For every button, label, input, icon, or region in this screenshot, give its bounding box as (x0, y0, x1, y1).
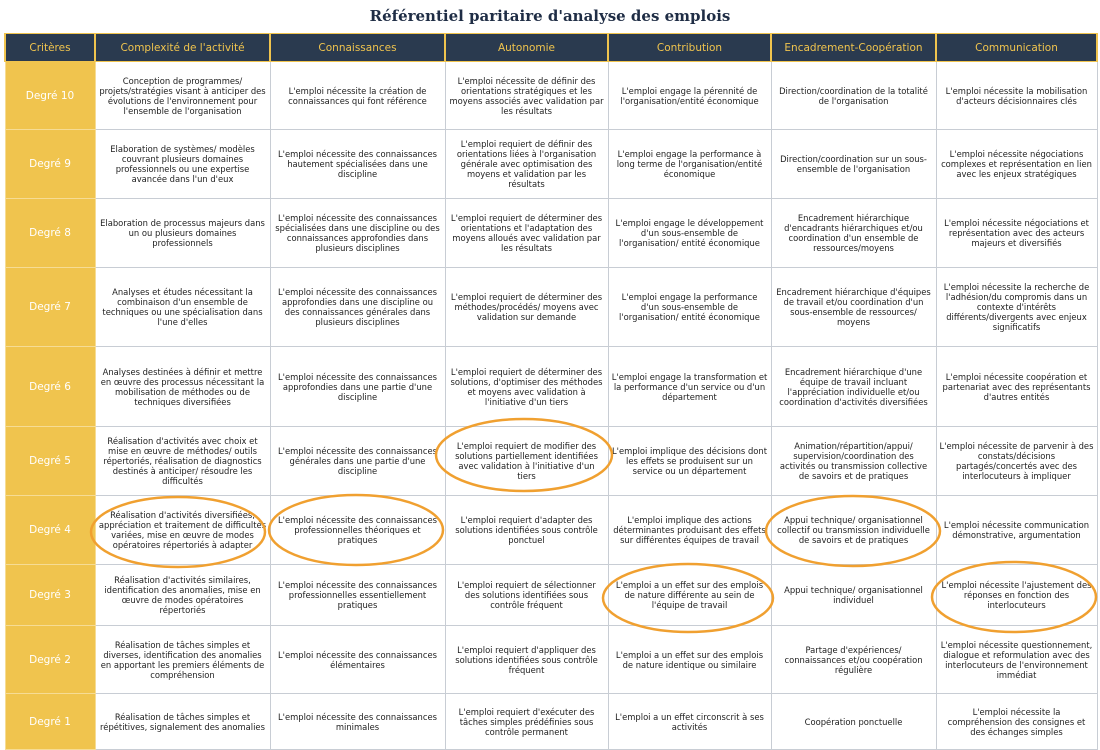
table-cell: L'emploi nécessite des connaissances élémentaires (270, 626, 445, 694)
table-cell: L'emploi a un effet sur des emplois de nature identique ou similaire (608, 626, 771, 694)
table-cell: Appui technique/ organisationnel collectif ou transmission individuelle de savoirs et de pratiques (771, 496, 936, 565)
degree-label: Degré 4 (5, 496, 95, 565)
header-row (5, 34, 1097, 62)
table-cell: L'emploi a un effet circonscrit à ses activités (608, 694, 771, 750)
table-cell: L'emploi engage la transformation et la performance d'un service ou d'un département (608, 347, 771, 427)
column-header-criteres: Critères (5, 34, 95, 62)
table-row (5, 130, 1097, 199)
table-cell: L'emploi nécessite questionnement, dialogue et reformulation avec des interlocuteurs de l'environnement immédiat (936, 626, 1097, 694)
table-cell: L'emploi nécessite communication démonstrative, argumentation (936, 496, 1097, 565)
table-cell: L'emploi requiert d'appliquer des solutions identifiées sous contrôle fréquent (445, 626, 608, 694)
table-cell: L'emploi implique des décisions dont les effets se produisent sur un service ou un département (608, 427, 771, 496)
table-cell: L'emploi nécessite des connaissances générales dans une partie d'une discipline (270, 427, 445, 496)
degree-label: Degré 1 (5, 694, 95, 750)
table-cell: L'emploi nécessite des connaissances spécialisées dans une discipline ou des connaissances approfondies dans plusieurs disciplines (270, 199, 445, 268)
table-cell: L'emploi nécessite négociations et représentation avec des acteurs majeurs et diversifiés (936, 199, 1097, 268)
table-cell: Réalisation de tâches simples et diverses, identification des anomalies en apportant les premiers éléments de compréhension (95, 626, 270, 694)
table-cell: L'emploi nécessite coopération et partenariat avec des représentants d'autres entités (936, 347, 1097, 427)
table-cell: Encadrement hiérarchique d'une équipe de travail incluant l'appréciation individuelle et/ou coordination d'activités diversifiées (771, 347, 936, 427)
table-row (5, 496, 1097, 565)
table-cell: L'emploi engage la performance d'un sous-ensemble de l'organisation/ entité économique (608, 268, 771, 347)
table-row (5, 199, 1097, 268)
table-cell: Encadrement hiérarchique d'équipes de travail et/ou coordination d'un sous-ensemble de ressources/ moyens (771, 268, 936, 347)
column-header-encadrement: Encadrement-Coopération (771, 34, 936, 62)
degree-label: Degré 7 (5, 268, 95, 347)
degree-label: Degré 10 (5, 62, 95, 130)
table-cell: L'emploi nécessite la recherche de l'adhésion/du compromis dans un contexte d'intérêts différents/divergents avec enjeux significatifs (936, 268, 1097, 347)
table-row (5, 626, 1097, 694)
table-cell: L'emploi nécessite l'ajustement des réponses en fonction des interlocuteurs (936, 565, 1097, 626)
table-cell: L'emploi a un effet sur des emplois de nature différente au sein de l'équipe de travail (608, 565, 771, 626)
table-cell: L'emploi requiert de déterminer des méthodes/procédés/ moyens avec validation sur demande (445, 268, 608, 347)
degree-label: Degré 8 (5, 199, 95, 268)
degree-label: Degré 3 (5, 565, 95, 626)
table-cell: L'emploi engage la performance à long terme de l'organisation/entité économique (608, 130, 771, 199)
column-header-complexite: Complexité de l'activité (95, 34, 270, 62)
table-cell: Elaboration de processus majeurs dans un ou plusieurs domaines professionnels (95, 199, 270, 268)
table-row (5, 268, 1097, 347)
table-cell: Direction/coordination sur un sous-ensemble de l'organisation (771, 130, 936, 199)
table-cell: L'emploi requiert d'exécuter des tâches simples prédéfinies sous contrôle permanent (445, 694, 608, 750)
table-cell: L'emploi nécessite négociations complexes et représentation en lien avec les enjeux stratégiques (936, 130, 1097, 199)
table-row (5, 565, 1097, 626)
job-analysis-table (4, 33, 1098, 750)
table-cell: L'emploi requiert de définir des orientations liées à l'organisation générale avec optimisation des moyens et validation par les résultats (445, 130, 608, 199)
page-title: Référentiel paritaire d'analyse des emplois (369, 7, 731, 25)
table-cell: L'emploi nécessite des connaissances approfondies dans une partie d'une discipline (270, 347, 445, 427)
table-cell: Réalisation de tâches simples et répétitives, signalement des anomalies (95, 694, 270, 750)
column-header-communication: Communication (936, 34, 1097, 62)
column-header-connaissances: Connaissances (270, 34, 445, 62)
degree-label: Degré 2 (5, 626, 95, 694)
table-cell: L'emploi requiert de sélectionner des solutions identifiées sous contrôle fréquent (445, 565, 608, 626)
degree-label: Degré 9 (5, 130, 95, 199)
table-cell: L'emploi nécessite des connaissances minimales (270, 694, 445, 750)
table-cell: L'emploi nécessite de parvenir à des constats/décisions partagés/concertés avec des interlocuteurs à impliquer (936, 427, 1097, 496)
table-row (5, 694, 1097, 750)
table-cell: Direction/coordination de la totalité de l'organisation (771, 62, 936, 130)
degree-label: Degré 5 (5, 427, 95, 496)
table-cell: L'emploi nécessite des connaissances professionnelles essentiellement pratiques (270, 565, 445, 626)
table-cell: Animation/répartition/appui/ supervision/coordination des activités ou transmission collective de savoirs et de pratiques (771, 427, 936, 496)
table-cell: L'emploi nécessite la compréhension des consignes et des échanges simples (936, 694, 1097, 750)
table-cell: Conception de programmes/ projets/stratégies visant à anticiper des évolutions de l'environnement pour l'ensemble de l'organisation (95, 62, 270, 130)
table-cell: L'emploi nécessite la mobilisation d'acteurs décisionnaires clés (936, 62, 1097, 130)
table-cell: L'emploi requiert de déterminer des solutions, d'optimiser des méthodes et moyens avec validation à l'initiative d'un tiers (445, 347, 608, 427)
table-cell: Analyses destinées à définir et mettre en œuvre des processus nécessitant la mobilisation de méthodes ou de techniques diversifiées (95, 347, 270, 427)
table-cell: L'emploi nécessite des connaissances professionnelles théoriques et pratiques (270, 496, 445, 565)
table-cell: L'emploi implique des actions déterminantes produisant des effets sur différentes équipes de travail (608, 496, 771, 565)
degree-label: Degré 6 (5, 347, 95, 427)
table-cell: Réalisation d'activités avec choix et mise en œuvre de méthodes/ outils répertoriés, réalisation de diagnostics destinés à anticiper/ résoudre les difficultés (95, 427, 270, 496)
table-cell: L'emploi engage le développement d'un sous-ensemble de l'organisation/ entité économique (608, 199, 771, 268)
table-cell: L'emploi requiert de modifier des solutions partiellement identifiées avec validation à l'initiative d'un tiers (445, 427, 608, 496)
table-row (5, 62, 1097, 130)
table-cell: Elaboration de systèmes/ modèles couvrant plusieurs domaines professionnels ou une expertise avancée dans l'un d'eux (95, 130, 270, 199)
table-cell: Réalisation d'activités similaires, identification des anomalies, mise en œuvre de modes opératoires répertoriés (95, 565, 270, 626)
table-cell: L'emploi nécessite la création de connaissances qui font référence (270, 62, 445, 130)
table-cell: Encadrement hiérarchique d'encadrants hiérarchiques et/ou coordination d'un ensemble de ressources/moyens (771, 199, 936, 268)
table-cell: Coopération ponctuelle (771, 694, 936, 750)
table-row (5, 347, 1097, 427)
table-cell: L'emploi nécessite des connaissances hautement spécialisées dans une discipline (270, 130, 445, 199)
table-row (5, 427, 1097, 496)
table-cell: Partage d'expériences/ connaissances et/ou coopération régulière (771, 626, 936, 694)
table-cell: L'emploi nécessite de définir des orientations stratégiques et les moyens associés avec validation par les résultats (445, 62, 608, 130)
column-header-autonomie: Autonomie (445, 34, 608, 62)
table-cell: L'emploi requiert d'adapter des solutions identifiées sous contrôle ponctuel (445, 496, 608, 565)
table-cell: Appui technique/ organisationnel individuel (771, 565, 936, 626)
column-header-contribution: Contribution (608, 34, 771, 62)
table-cell: L'emploi nécessite des connaissances approfondies dans une discipline ou des connaissances générales dans plusieurs disciplines (270, 268, 445, 347)
table-cell: L'emploi requiert de déterminer des orientations et l'adaptation des moyens alloués avec validation par les résultats (445, 199, 608, 268)
table-cell: Analyses et études nécessitant la combinaison d'un ensemble de techniques ou une spécialisation dans l'une d'elles (95, 268, 270, 347)
table-cell: L'emploi engage la pérennité de l'organisation/entité économique (608, 62, 771, 130)
table-cell: Réalisation d'activités diversifiées, appréciation et traitement de difficultés variées, mise en œuvre de modes opératoires répertoriés à adapter (95, 496, 270, 565)
